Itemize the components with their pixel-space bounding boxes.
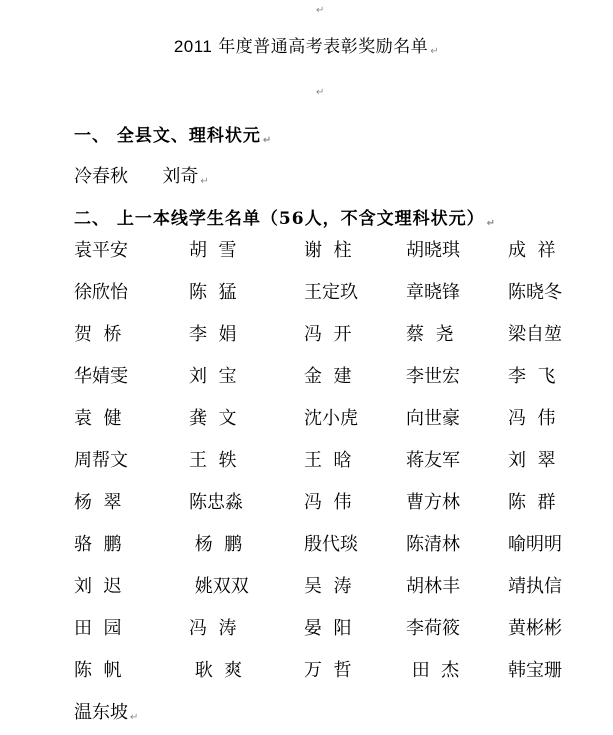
student-name-grid [0, 238, 613, 700]
section-heading-1-text: 一、 全县文、理科状元 [74, 126, 261, 146]
student-name: 田 杰 [406, 660, 460, 681]
student-name: 李世宏 [406, 366, 460, 387]
paragraph-mark-icon: ↵ [200, 176, 209, 187]
student-name: 陈 群 [508, 492, 556, 513]
student-name: 陈清林 [406, 534, 460, 555]
champion-names-text: 冷春秋 刘奇 [74, 166, 199, 187]
student-name: 蒋友军 [406, 450, 460, 471]
student-name: 冯 涛 [189, 618, 237, 639]
student-name: 王 轶 [189, 450, 237, 471]
name-row [0, 406, 613, 448]
paragraph-mark-icon: ↵ [486, 218, 496, 229]
last-student-name: 温东坡 [74, 702, 128, 723]
student-name: 刘 翠 [508, 450, 556, 471]
student-name: 刘 迟 [74, 576, 122, 597]
student-name: 曹方林 [406, 492, 460, 513]
student-name: 贺 桥 [74, 324, 122, 345]
student-name: 耿 爽 [189, 660, 243, 681]
student-name: 胡林丰 [406, 576, 460, 597]
name-row [0, 322, 613, 364]
name-row [0, 616, 613, 658]
student-name: 喻明明 [508, 534, 562, 555]
name-row [0, 490, 613, 532]
student-name: 冯 伟 [304, 492, 352, 513]
student-name: 李 飞 [508, 366, 556, 387]
name-row [0, 658, 613, 700]
name-row [0, 364, 613, 406]
student-name: 胡晓琪 [406, 240, 460, 261]
student-name: 冯 开 [304, 324, 352, 345]
section-heading-2-text: 二、 上一本线学生名单（56人，不含文理科状元） [74, 209, 485, 229]
student-name: 吴 涛 [304, 576, 352, 597]
student-name: 陈晓冬 [508, 282, 562, 303]
student-name: 晏 阳 [304, 618, 352, 639]
student-name: 韩宝珊 [508, 660, 562, 681]
student-name: 骆 鹏 [74, 534, 122, 555]
paragraph-mark-icon: ↵ [316, 5, 325, 16]
student-name: 冯 伟 [508, 408, 556, 429]
champion-names [74, 162, 209, 188]
student-name: 李 娟 [189, 324, 237, 345]
name-row [0, 448, 613, 490]
student-name: 王 晗 [304, 450, 352, 471]
name-row [0, 532, 613, 574]
student-name: 陈 帆 [74, 660, 122, 681]
student-name: 杨 鹏 [189, 534, 243, 555]
student-name: 靖执信 [508, 576, 562, 597]
paragraph-mark-icon: ↵ [430, 46, 440, 57]
paragraph-mark-icon: ↵ [262, 135, 273, 146]
paragraph-mark-icon: ↵ [130, 712, 139, 723]
document-title [0, 32, 613, 57]
student-name: 胡 雪 [189, 240, 237, 261]
student-name: 黄彬彬 [508, 618, 562, 639]
student-name: 成 祥 [508, 240, 556, 261]
student-name: 龚 文 [189, 408, 237, 429]
section-heading-2 [74, 204, 496, 229]
paragraph-mark-icon: ↵ [316, 87, 325, 98]
student-name: 周帮文 [74, 450, 128, 471]
student-name: 田 园 [74, 618, 122, 639]
student-name: 徐欣怡 [74, 282, 128, 303]
last-student-line [74, 700, 138, 731]
student-name: 陈 猛 [189, 282, 237, 303]
name-row [0, 238, 613, 280]
student-name: 谢 柱 [304, 240, 352, 261]
student-name: 姚双双 [189, 576, 249, 597]
student-name: 蔡 尧 [406, 324, 454, 345]
student-name: 刘 宝 [189, 366, 237, 387]
student-name: 章晓锋 [406, 282, 460, 303]
student-name: 向世豪 [406, 408, 460, 429]
student-name: 陈忠淼 [189, 492, 243, 513]
student-name: 华婧雯 [74, 366, 128, 387]
student-name: 袁平安 [74, 240, 128, 261]
student-name: 袁 健 [74, 408, 122, 429]
student-name: 殷代琰 [304, 534, 358, 555]
student-name: 沈小虎 [304, 408, 358, 429]
student-name: 金 建 [304, 366, 352, 387]
name-row [0, 280, 613, 322]
student-name: 王定玖 [304, 282, 358, 303]
student-name: 杨 翠 [74, 492, 122, 513]
title-year: 2011 [173, 37, 213, 56]
title-text: 年度普通高考表彰奖励名单 [212, 37, 429, 57]
student-name: 梁自堃 [508, 324, 562, 345]
student-name: 李荷筱 [406, 618, 460, 639]
name-row [0, 574, 613, 616]
section-heading-1 [74, 121, 272, 146]
student-name: 万 哲 [304, 660, 352, 681]
